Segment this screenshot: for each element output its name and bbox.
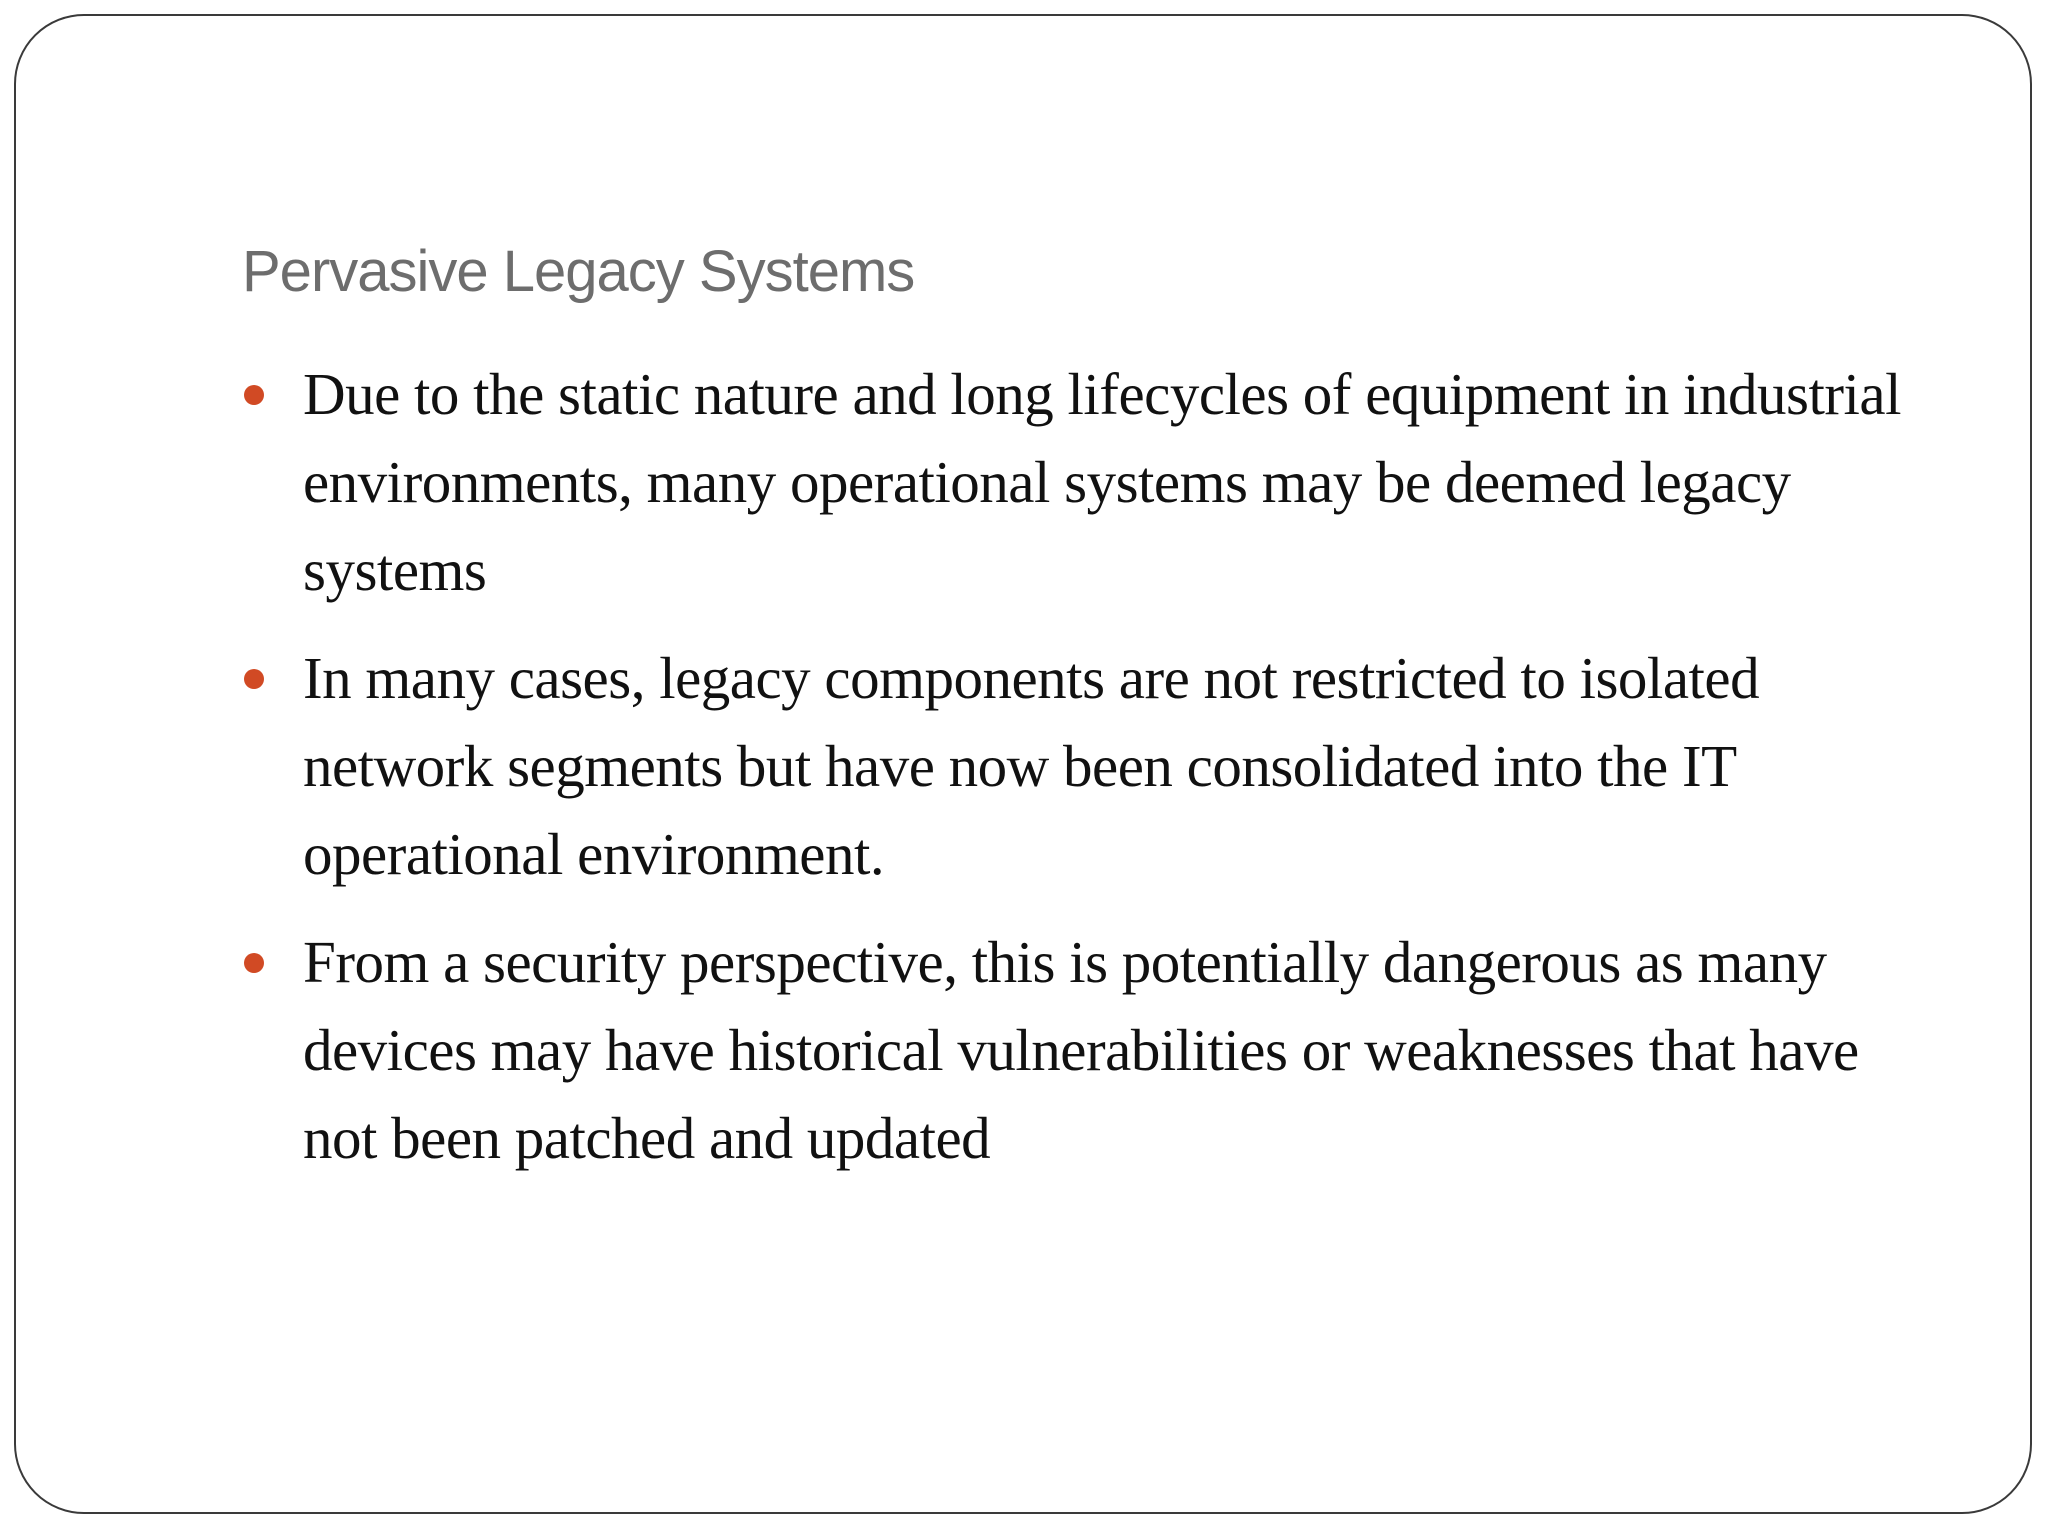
slide-title: Pervasive Legacy Systems <box>242 239 915 304</box>
bullet-list <box>242 350 1932 1202</box>
bullet-text: From a security perspective, this is potentially dangerous as many devices may have historical vulnerabilities or weaknesses that have not been patched and updated <box>303 929 1859 1171</box>
bullet-dot-icon <box>244 385 264 405</box>
slide-frame <box>14 14 2032 1514</box>
list-item <box>242 918 1932 1182</box>
bullet-dot-icon <box>244 953 264 973</box>
bullet-dot-icon <box>244 669 264 689</box>
list-item <box>242 350 1932 614</box>
list-item <box>242 634 1932 898</box>
bullet-text: In many cases, legacy components are not restricted to isolated network segments but have now been consolidated into the IT operational environment. <box>303 645 1760 887</box>
bullet-text: Due to the static nature and long lifecycles of equipment in industrial environments, many operational systems may be deemed legacy systems <box>303 361 1902 603</box>
